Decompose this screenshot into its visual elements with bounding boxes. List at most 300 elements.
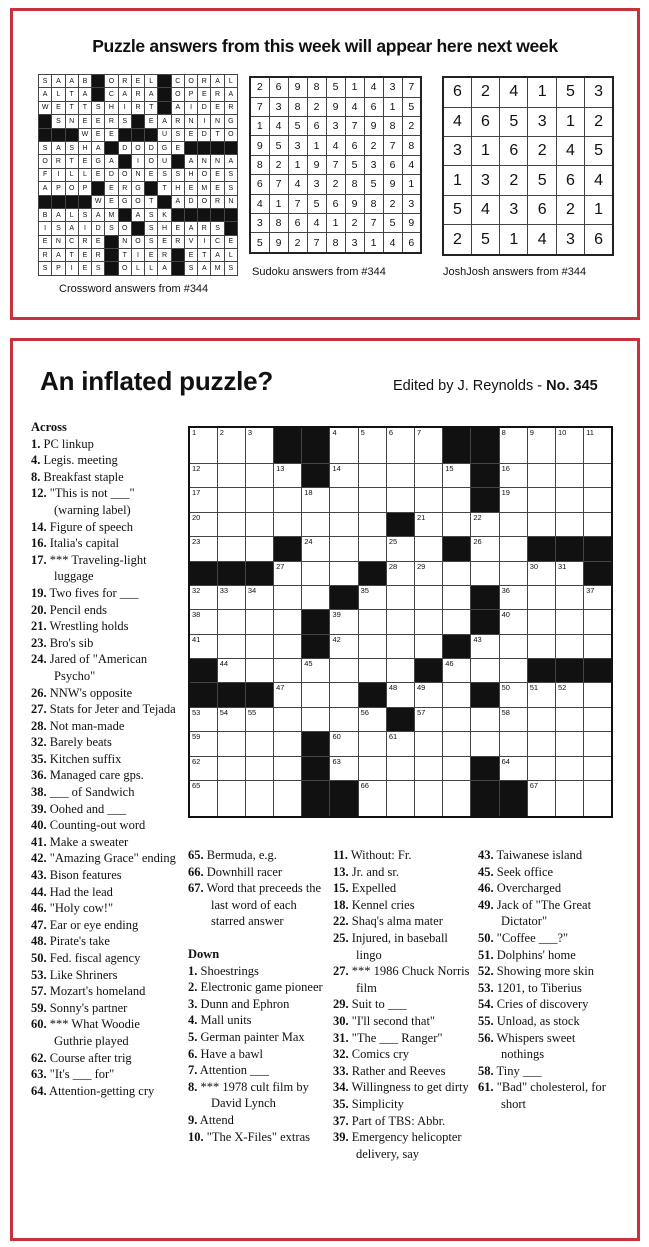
crossword-cell[interactable] — [499, 683, 527, 707]
crossword-cell[interactable] — [386, 537, 414, 561]
crossword-cell[interactable] — [443, 683, 471, 707]
crossword-answer-cell: A — [171, 195, 184, 208]
clue-text: "It's ___ for" — [46, 1067, 115, 1082]
crossword-cell[interactable] — [217, 756, 245, 780]
clue-column-3 — [333, 847, 473, 1162]
crossword-cell[interactable] — [330, 707, 358, 731]
crossword-cell[interactable] — [189, 756, 217, 780]
crossword-cell[interactable] — [245, 732, 273, 756]
clue — [31, 850, 181, 867]
crossword-cell[interactable] — [245, 488, 273, 512]
crossword-cell[interactable] — [330, 537, 358, 561]
crossword-cell[interactable] — [527, 464, 555, 488]
clue-text: Pencil ends — [46, 602, 108, 617]
clue — [478, 897, 618, 930]
crossword-cell[interactable] — [189, 488, 217, 512]
crossword-answer-cell: E — [184, 182, 197, 195]
crossword-cell[interactable] — [274, 512, 302, 536]
crossword-cell[interactable] — [443, 512, 471, 536]
crossword-cell[interactable] — [555, 780, 583, 817]
clue — [188, 864, 328, 881]
crossword-cell[interactable] — [274, 610, 302, 634]
crossword-cell[interactable] — [217, 537, 245, 561]
crossword-cell[interactable] — [555, 683, 583, 707]
crossword-cell[interactable] — [471, 732, 499, 756]
crossword-cell[interactable] — [555, 610, 583, 634]
crossword-cell[interactable] — [217, 780, 245, 817]
crossword-cell[interactable] — [584, 427, 612, 464]
crossword-answer-cell: F — [39, 168, 52, 181]
crossword-cell[interactable] — [189, 537, 217, 561]
crossword-cell[interactable] — [189, 707, 217, 731]
crossword-cell[interactable] — [330, 732, 358, 756]
clue — [31, 734, 181, 751]
sudoku-answer-row — [250, 155, 421, 174]
crossword-answer-cell: E — [39, 235, 52, 248]
crossword-cell[interactable] — [217, 659, 245, 683]
crossword-cell[interactable] — [274, 780, 302, 817]
sudoku-answer-cell: 3 — [345, 233, 364, 253]
crossword-cell[interactable] — [330, 659, 358, 683]
crossword-answer-cell: A — [184, 155, 197, 168]
crossword-cell[interactable] — [527, 707, 555, 731]
crossword-cell[interactable] — [302, 659, 330, 683]
crossword-cell[interactable] — [189, 512, 217, 536]
crossword-answer-cell — [158, 88, 171, 101]
crossword-cell[interactable] — [358, 732, 386, 756]
crossword-cell[interactable] — [358, 634, 386, 658]
crossword-cell[interactable] — [245, 427, 273, 464]
crossword-cell[interactable] — [415, 780, 443, 817]
crossword-cell[interactable] — [499, 659, 527, 683]
crossword-answer-cell: O — [184, 75, 197, 88]
crossword-cell[interactable] — [584, 683, 612, 707]
crossword-cell[interactable] — [330, 561, 358, 585]
crossword-answer-cell — [118, 208, 131, 221]
crossword-cell[interactable] — [274, 732, 302, 756]
clue-number: 1. — [188, 963, 198, 978]
crossword-cell[interactable] — [527, 512, 555, 536]
crossword-cell[interactable] — [274, 464, 302, 488]
crossword-cell[interactable] — [330, 427, 358, 464]
clue-number: 28. — [31, 718, 47, 733]
crossword-cell[interactable] — [555, 512, 583, 536]
clue-column-1 — [31, 419, 181, 1099]
black-square — [471, 683, 499, 707]
crossword-answer-cell — [211, 208, 224, 221]
crossword-cell[interactable] — [584, 634, 612, 658]
clue — [31, 452, 181, 469]
crossword-cell[interactable] — [386, 610, 414, 634]
crossword-cell[interactable] — [527, 683, 555, 707]
joshjosh-answer-row — [443, 166, 613, 195]
crossword-cell[interactable] — [471, 512, 499, 536]
crossword-cell[interactable] — [471, 634, 499, 658]
crossword-cell[interactable] — [499, 512, 527, 536]
crossword-cell[interactable] — [245, 585, 273, 609]
crossword-cell[interactable] — [189, 634, 217, 658]
crossword-cell[interactable] — [217, 634, 245, 658]
crossword-cell[interactable] — [358, 585, 386, 609]
crossword-answer-cell: N — [65, 115, 78, 128]
crossword-cell[interactable] — [471, 707, 499, 731]
crossword-cell[interactable] — [527, 427, 555, 464]
crossword-cell[interactable] — [584, 780, 612, 817]
clue — [31, 801, 181, 818]
crossword-cell[interactable] — [358, 464, 386, 488]
crossword-cell[interactable] — [499, 732, 527, 756]
crossword-answer-cell — [105, 249, 118, 262]
clue-text: Simplicity — [348, 1096, 404, 1111]
crossword-answer-cell: E — [92, 235, 105, 248]
crossword-cell[interactable] — [584, 756, 612, 780]
crossword-cell[interactable] — [245, 464, 273, 488]
crossword-cell[interactable] — [386, 732, 414, 756]
crossword-cell[interactable] — [471, 561, 499, 585]
crossword-cell[interactable] — [555, 561, 583, 585]
crossword-cell[interactable] — [358, 512, 386, 536]
clue-text: 1201, to Tiberius — [493, 980, 582, 995]
crossword-cell[interactable] — [584, 512, 612, 536]
crossword-cell[interactable] — [443, 464, 471, 488]
editor-credit: Edited by J. Reynolds - — [393, 378, 547, 394]
crossword-cell[interactable] — [274, 707, 302, 731]
joshjosh-answer-cell: 3 — [556, 225, 584, 255]
crossword-cell[interactable] — [415, 732, 443, 756]
crossword-cell[interactable] — [443, 732, 471, 756]
crossword-cell[interactable] — [527, 488, 555, 512]
cell-number: 56 — [360, 707, 369, 717]
crossword-cell[interactable] — [443, 707, 471, 731]
crossword-cell[interactable] — [358, 488, 386, 512]
crossword-answer-cell: A — [224, 88, 237, 101]
crossword-cell[interactable] — [415, 707, 443, 731]
black-square — [358, 561, 386, 585]
clue-text: "The X-Files" extras — [203, 1129, 310, 1144]
crossword-row — [189, 561, 612, 585]
crossword-cell[interactable] — [415, 610, 443, 634]
crossword-cell[interactable] — [330, 683, 358, 707]
crossword-answer-cell: E — [92, 115, 105, 128]
crossword-cell[interactable] — [302, 488, 330, 512]
crossword-cell[interactable] — [386, 427, 414, 464]
crossword-answer-cell: D — [198, 128, 211, 141]
clue — [188, 1029, 328, 1046]
crossword-answer-cell: H — [105, 101, 118, 114]
crossword-cell[interactable] — [584, 488, 612, 512]
crossword-answer-cell: R — [105, 115, 118, 128]
clue-text: "Coffee ___?" — [493, 930, 569, 945]
crossword-cell[interactable] — [471, 659, 499, 683]
crossword-cell[interactable] — [499, 427, 527, 464]
crossword-cell[interactable] — [443, 561, 471, 585]
joshjosh-answer-cell: 6 — [471, 107, 499, 136]
crossword-cell[interactable] — [217, 427, 245, 464]
crossword-cell[interactable] — [499, 756, 527, 780]
crossword-cell[interactable] — [386, 756, 414, 780]
crossword-cell[interactable] — [555, 585, 583, 609]
clue-text: Comics cry — [348, 1047, 410, 1062]
sudoku-answer-cell: 5 — [402, 97, 421, 116]
crossword-cell[interactable] — [358, 659, 386, 683]
cell-number: 37 — [586, 585, 595, 595]
sudoku-answer-cell: 4 — [402, 155, 421, 174]
crossword-row — [189, 756, 612, 780]
crossword-cell[interactable] — [584, 464, 612, 488]
sudoku-answer-cell: 7 — [402, 77, 421, 97]
crossword-cell[interactable] — [274, 634, 302, 658]
crossword-cell[interactable] — [217, 464, 245, 488]
crossword-cell[interactable] — [584, 585, 612, 609]
crossword-answer-cell: R — [131, 101, 144, 114]
crossword-cell[interactable] — [189, 464, 217, 488]
crossword-cell[interactable] — [443, 610, 471, 634]
crossword-cell[interactable] — [302, 707, 330, 731]
crossword-answer-cell: E — [145, 115, 158, 128]
crossword-answer-cell: O — [131, 141, 144, 154]
crossword-cell[interactable] — [245, 537, 273, 561]
crossword-cell[interactable] — [443, 659, 471, 683]
crossword-cell[interactable] — [415, 561, 443, 585]
clue-number: 48. — [31, 934, 47, 949]
black-square — [302, 610, 330, 634]
crossword-cell[interactable] — [330, 512, 358, 536]
crossword-cell[interactable] — [217, 512, 245, 536]
crossword-cell[interactable] — [443, 488, 471, 512]
crossword-cell[interactable] — [245, 756, 273, 780]
cell-number: 49 — [417, 683, 426, 693]
crossword-cell[interactable] — [189, 585, 217, 609]
crossword-cell[interactable] — [555, 732, 583, 756]
crossword-cell[interactable] — [189, 427, 217, 464]
crossword-cell[interactable] — [330, 610, 358, 634]
sudoku-answer-cell: 1 — [326, 213, 345, 232]
crossword-cell[interactable] — [499, 464, 527, 488]
crossword-cell[interactable] — [415, 427, 443, 464]
sudoku-answer-cell: 1 — [269, 194, 288, 213]
clue-text: Downhill racer — [203, 864, 283, 879]
crossword-cell[interactable] — [584, 610, 612, 634]
crossword-cell[interactable] — [274, 756, 302, 780]
sudoku-answer-cell: 2 — [269, 155, 288, 174]
crossword-cell[interactable] — [330, 464, 358, 488]
crossword-answer-row — [39, 208, 238, 221]
crossword-cell[interactable] — [386, 488, 414, 512]
crossword-cell[interactable] — [527, 732, 555, 756]
clue — [31, 718, 181, 735]
crossword-cell[interactable] — [217, 488, 245, 512]
clue-text: Two fives for ___ — [46, 585, 139, 600]
crossword-answer-cell: E — [92, 168, 105, 181]
crossword-row — [189, 464, 612, 488]
crossword-cell[interactable] — [415, 756, 443, 780]
cell-number: 14 — [332, 464, 341, 474]
crossword-cell[interactable] — [358, 707, 386, 731]
crossword-answer-cell — [92, 88, 105, 101]
crossword-cell[interactable] — [499, 488, 527, 512]
crossword-cell[interactable] — [302, 683, 330, 707]
crossword-cell[interactable] — [443, 780, 471, 817]
cell-number: 2 — [219, 428, 224, 437]
sudoku-answer-cell: 3 — [364, 155, 383, 174]
crossword-cell[interactable] — [330, 634, 358, 658]
crossword-cell[interactable] — [555, 488, 583, 512]
crossword-cell[interactable] — [527, 561, 555, 585]
black-square — [274, 427, 302, 464]
clue — [31, 917, 181, 934]
crossword-cell[interactable] — [527, 610, 555, 634]
crossword-cell[interactable] — [302, 512, 330, 536]
crossword-cell[interactable] — [443, 585, 471, 609]
clue — [333, 930, 473, 963]
crossword-cell[interactable] — [245, 707, 273, 731]
crossword-answer-cell: E — [131, 75, 144, 88]
crossword-cell[interactable] — [415, 464, 443, 488]
clue — [478, 996, 618, 1013]
crossword-cell[interactable] — [584, 707, 612, 731]
crossword-cell[interactable] — [274, 488, 302, 512]
crossword-cell[interactable] — [358, 537, 386, 561]
clue-number: 49. — [478, 897, 494, 912]
crossword-cell[interactable] — [245, 634, 273, 658]
crossword-answer-cell — [171, 155, 184, 168]
crossword-cell[interactable] — [499, 561, 527, 585]
joshjosh-answer-grid — [442, 76, 614, 256]
sudoku-answer-cell: 2 — [345, 213, 364, 232]
joshjosh-answer-cell: 4 — [556, 137, 584, 166]
clue-number: 14. — [31, 519, 47, 534]
clue-text: *** 1986 Chuck Norris film — [348, 964, 470, 995]
crossword-cell[interactable] — [245, 512, 273, 536]
crossword-cell[interactable] — [499, 634, 527, 658]
black-square — [217, 683, 245, 707]
crossword-cell[interactable] — [386, 780, 414, 817]
crossword-cell[interactable] — [499, 585, 527, 609]
clue-text: Unload, as stock — [493, 1013, 580, 1028]
crossword-cell[interactable] — [330, 756, 358, 780]
crossword-answer-cell: A — [158, 115, 171, 128]
crossword-cell[interactable] — [499, 537, 527, 561]
crossword-cell[interactable] — [415, 585, 443, 609]
cell-number: 17 — [192, 488, 201, 498]
clue-text: Not man-made — [46, 718, 125, 733]
clue-number: 20. — [31, 602, 47, 617]
sudoku-answer-row — [250, 77, 421, 97]
crossword-cell[interactable] — [527, 756, 555, 780]
crossword-cell[interactable] — [245, 610, 273, 634]
clue-section-heading: Across — [31, 420, 67, 434]
crossword-cell[interactable] — [189, 732, 217, 756]
crossword-cell[interactable] — [499, 610, 527, 634]
crossword-cell[interactable] — [217, 610, 245, 634]
crossword-cell[interactable] — [330, 488, 358, 512]
crossword-cell[interactable] — [499, 707, 527, 731]
crossword-cell[interactable] — [302, 561, 330, 585]
sudoku-answer-cell: 8 — [288, 97, 307, 116]
crossword-cell[interactable] — [245, 659, 273, 683]
crossword-cell[interactable] — [217, 585, 245, 609]
crossword-cell[interactable] — [527, 585, 555, 609]
crossword-cell[interactable] — [386, 683, 414, 707]
sudoku-answer-cell: 1 — [383, 97, 402, 116]
cell-number: 50 — [501, 683, 510, 693]
clue — [188, 847, 328, 864]
crossword-cell[interactable] — [189, 610, 217, 634]
crossword-grid[interactable] — [188, 426, 613, 818]
crossword-answer-cell: L — [224, 249, 237, 262]
black-square — [189, 561, 217, 585]
crossword-cell[interactable] — [358, 427, 386, 464]
crossword-cell[interactable] — [245, 780, 273, 817]
joshjosh-answer-cell: 5 — [528, 166, 556, 195]
clue-number: 4. — [188, 1013, 198, 1028]
crossword-answer-row — [39, 249, 238, 262]
sudoku-answer-cell: 3 — [402, 194, 421, 213]
crossword-cell[interactable] — [274, 659, 302, 683]
crossword-cell[interactable] — [415, 512, 443, 536]
crossword-cell[interactable] — [415, 683, 443, 707]
crossword-cell[interactable] — [527, 780, 555, 817]
crossword-cell[interactable] — [274, 585, 302, 609]
crossword-answer-cell: M — [211, 262, 224, 276]
crossword-cell[interactable] — [443, 756, 471, 780]
sudoku-answer-cell: 7 — [364, 213, 383, 232]
crossword-cell[interactable] — [302, 585, 330, 609]
cell-number: 44 — [219, 659, 229, 669]
crossword-cell[interactable] — [471, 537, 499, 561]
crossword-cell[interactable] — [555, 634, 583, 658]
crossword-cell[interactable] — [386, 634, 414, 658]
crossword-answer-cell — [65, 195, 78, 208]
clue-number: 61. — [478, 1080, 494, 1095]
crossword-cell[interactable] — [217, 732, 245, 756]
crossword-cell[interactable] — [415, 488, 443, 512]
crossword-row — [189, 427, 612, 464]
crossword-cell[interactable] — [302, 537, 330, 561]
clue-text: Without: Fr. — [347, 848, 412, 862]
crossword-answer-cell — [131, 115, 144, 128]
cell-number: 22 — [473, 512, 482, 522]
crossword-cell[interactable] — [386, 659, 414, 683]
crossword-cell[interactable] — [555, 427, 583, 464]
crossword-answer-cell: O — [198, 195, 211, 208]
crossword-cell[interactable] — [555, 756, 583, 780]
crossword-cell[interactable] — [274, 561, 302, 585]
crossword-cell[interactable] — [189, 780, 217, 817]
crossword-cell[interactable] — [358, 610, 386, 634]
crossword-cell[interactable] — [358, 780, 386, 817]
black-square — [443, 634, 471, 658]
clue — [31, 1083, 181, 1100]
crossword-cell[interactable] — [274, 683, 302, 707]
crossword-cell[interactable] — [386, 561, 414, 585]
crossword-cell[interactable] — [527, 634, 555, 658]
crossword-cell[interactable] — [386, 464, 414, 488]
sudoku-answer-cell: 1 — [364, 233, 383, 253]
crossword-cell[interactable] — [415, 537, 443, 561]
clue-text: Overcharged — [493, 881, 562, 896]
crossword-cell[interactable] — [386, 585, 414, 609]
crossword-cell[interactable] — [555, 707, 583, 731]
crossword-cell[interactable] — [555, 464, 583, 488]
crossword-cell[interactable] — [358, 756, 386, 780]
joshjosh-answer-cell: 5 — [585, 137, 613, 166]
crossword-cell[interactable] — [415, 634, 443, 658]
crossword-cell[interactable] — [217, 707, 245, 731]
clue-number: 54. — [478, 997, 494, 1012]
crossword-cell[interactable] — [584, 732, 612, 756]
crossword-answer-cell: A — [171, 101, 184, 114]
